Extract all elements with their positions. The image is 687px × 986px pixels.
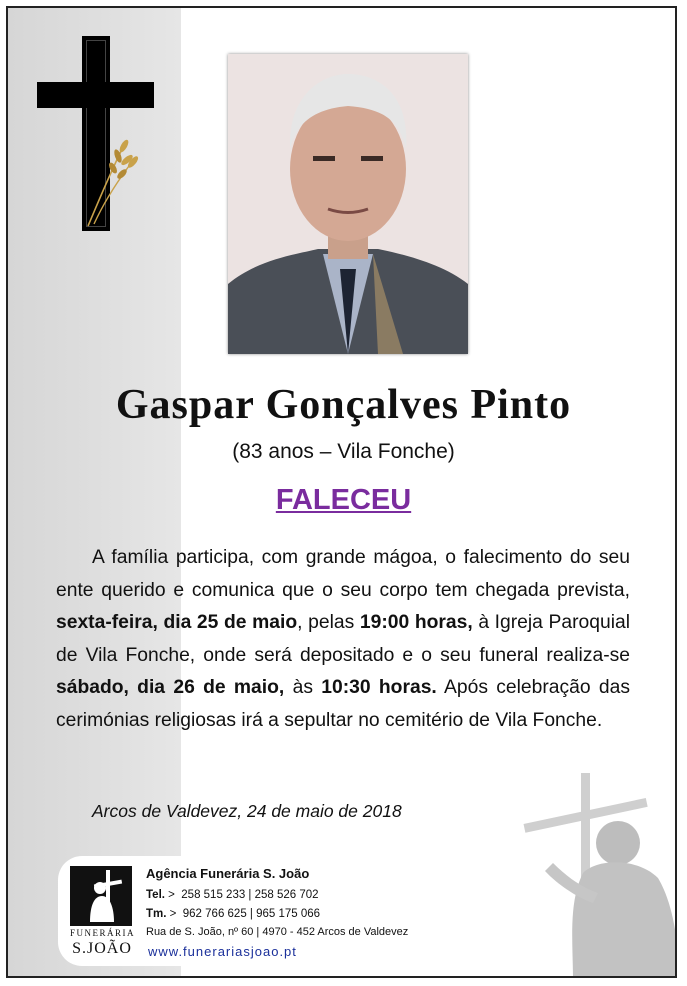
agency-website-link[interactable]: www.funerariasjoao.pt (148, 944, 297, 959)
funeral-date: sábado, dia 26 de maio, (56, 677, 285, 698)
death-heading: FALECEU (275, 484, 412, 516)
mobile-line: Tm. > 962 766 625 | 965 175 066 (146, 908, 321, 920)
portrait-photo (228, 54, 468, 354)
deceased-name: Gaspar Gonçalves Pinto (115, 382, 572, 428)
mourner-silhouette-icon (513, 773, 677, 978)
age-and-place: (83 anos – Vila Fonche) (232, 440, 455, 463)
mobile-numbers: 962 766 625 | 965 175 066 (182, 908, 321, 920)
cross-icon-bar (37, 82, 154, 108)
arrival-date: sexta-feira, dia 25 de maio (56, 612, 298, 633)
obituary-card (6, 6, 677, 978)
wheat-icon (80, 128, 140, 228)
agency-name: Agência Funerária S. João (146, 866, 310, 881)
agency-footer (58, 856, 448, 966)
telephone-line: Tel. > 258 515 233 | 258 526 702 (146, 889, 319, 901)
funeral-time: 10:30 horas. (321, 677, 437, 698)
telephone-numbers: 258 515 233 | 258 526 702 (181, 889, 319, 901)
arrival-time: 19:00 horas, (359, 612, 473, 633)
announcement-text: A família participa, com grande mágoa, o falecimento do seu ente querido e comunica que o seu corpo tem chegada prevista, sexta-feira, dia 25 de maio, pelas 19:00 horas, à Igreja Paroquial de Vila Fonche, onde será depositado e o seu funeral realiza-se sábado, dia 26 de maio, às 10:30 horas. Após celebração das cerimónias religiosas irá a sepultar no cemitério de Vila Fonche. (56, 547, 631, 731)
agency-logo: FUNERÁRIA S.JOÃO (70, 866, 134, 958)
place-and-date: Arcos de Valdevez, 24 de maio de 2018 (92, 801, 402, 821)
agency-address: Rua de S. João, nº 60 | 4970 - 452 Arcos de Valdevez (146, 926, 409, 938)
